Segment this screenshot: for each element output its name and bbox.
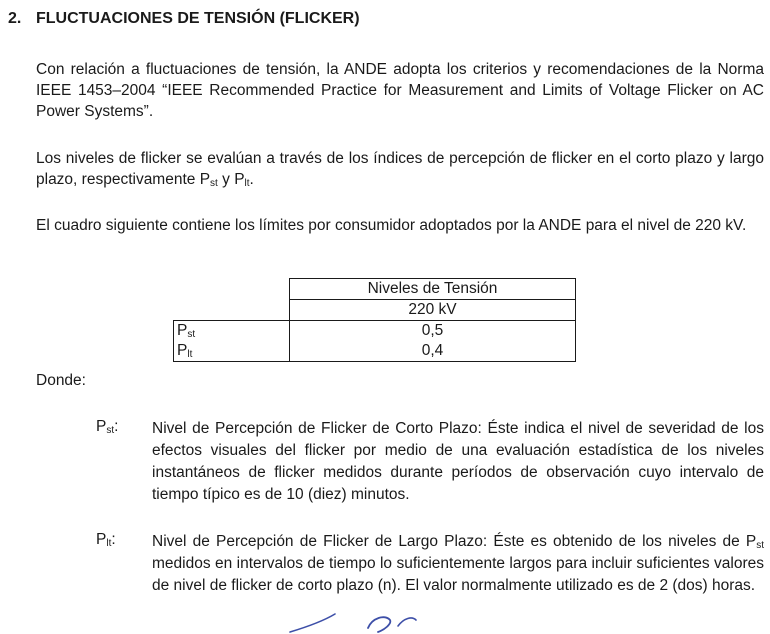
row-value-plt: 0,4 [290,341,576,362]
paragraph-end-punct: . [249,171,254,188]
donde-label: Donde: [36,372,86,389]
paragraph-niveles-text: Los niveles de flicker se evalúan a través de los índices de percepción de flicker en el corto plazo y largo plazo, respectivamente [36,150,764,188]
table-row [174,321,576,342]
pst-symbol: $P_{st}$ [199,171,218,189]
definition-term-plt: $P_{lt}$: [96,531,116,549]
table-subheader: 220 kV [290,300,576,321]
table-header-row [174,279,576,300]
connector-text: y [217,171,235,188]
row-label-pst: $P_{st}$ [174,321,290,342]
section-title: FLUCTUACIONES DE TENSIÓN (FLICKER) [36,10,360,27]
definition-text-pst: Nivel de Percepción de Flicker de Corto Plazo: Éste indica el nivel de severidad de los efectos visuales del flicker por medio de una evaluación estadística de los niveles instantáneos de flicker medidos durante períodos de observación cuyo intervalo de tiempo típico es de 10 (diez) minutos. [152,420,764,503]
signature-mark [280,608,450,634]
table-corner-2 [174,300,290,321]
section-heading [8,10,360,28]
plt-symbol: $P_{lt}$ [234,171,250,189]
section-number: 2. [8,10,22,27]
definition-term-pst: $P_{st}$: [96,418,119,436]
pst-reference: $P_{st}$ [745,533,764,551]
row-label-plt: $P_{lt}$ [174,341,290,362]
definition-text-plt: Nivel de Percepción de Flicker de Largo Plazo: Éste es obtenido de los niveles de $P_{st}$ medidos en intervalos de tiempo lo suficientemente largos para incluir suficientes valores de nivel de flicker de corto plazo (n). El valor normalmente utilizado es de 2 (dos) horas. [152,533,764,594]
paragraph-cuadro: El cuadro siguiente contiene los límites por consumidor adoptados por la ANDE para el nivel de 220 kV. [36,217,747,234]
limits-table [173,278,576,362]
paragraph-norma: Con relación a fluctuaciones de tensión, la ANDE adopta los criterios y recomendaciones de la Norma IEEE 1453–2004 “IEEE Recommended Practice for Measurement and Limits of Voltage Flicker on AC Power Systems”. [36,61,764,120]
table-subheader-row [174,300,576,321]
table-row [174,341,576,362]
table-corner [174,279,290,300]
row-value-pst: 0,5 [290,321,576,342]
table-header: Niveles de Tensión [290,279,576,300]
paragraph-niveles [36,148,764,190]
